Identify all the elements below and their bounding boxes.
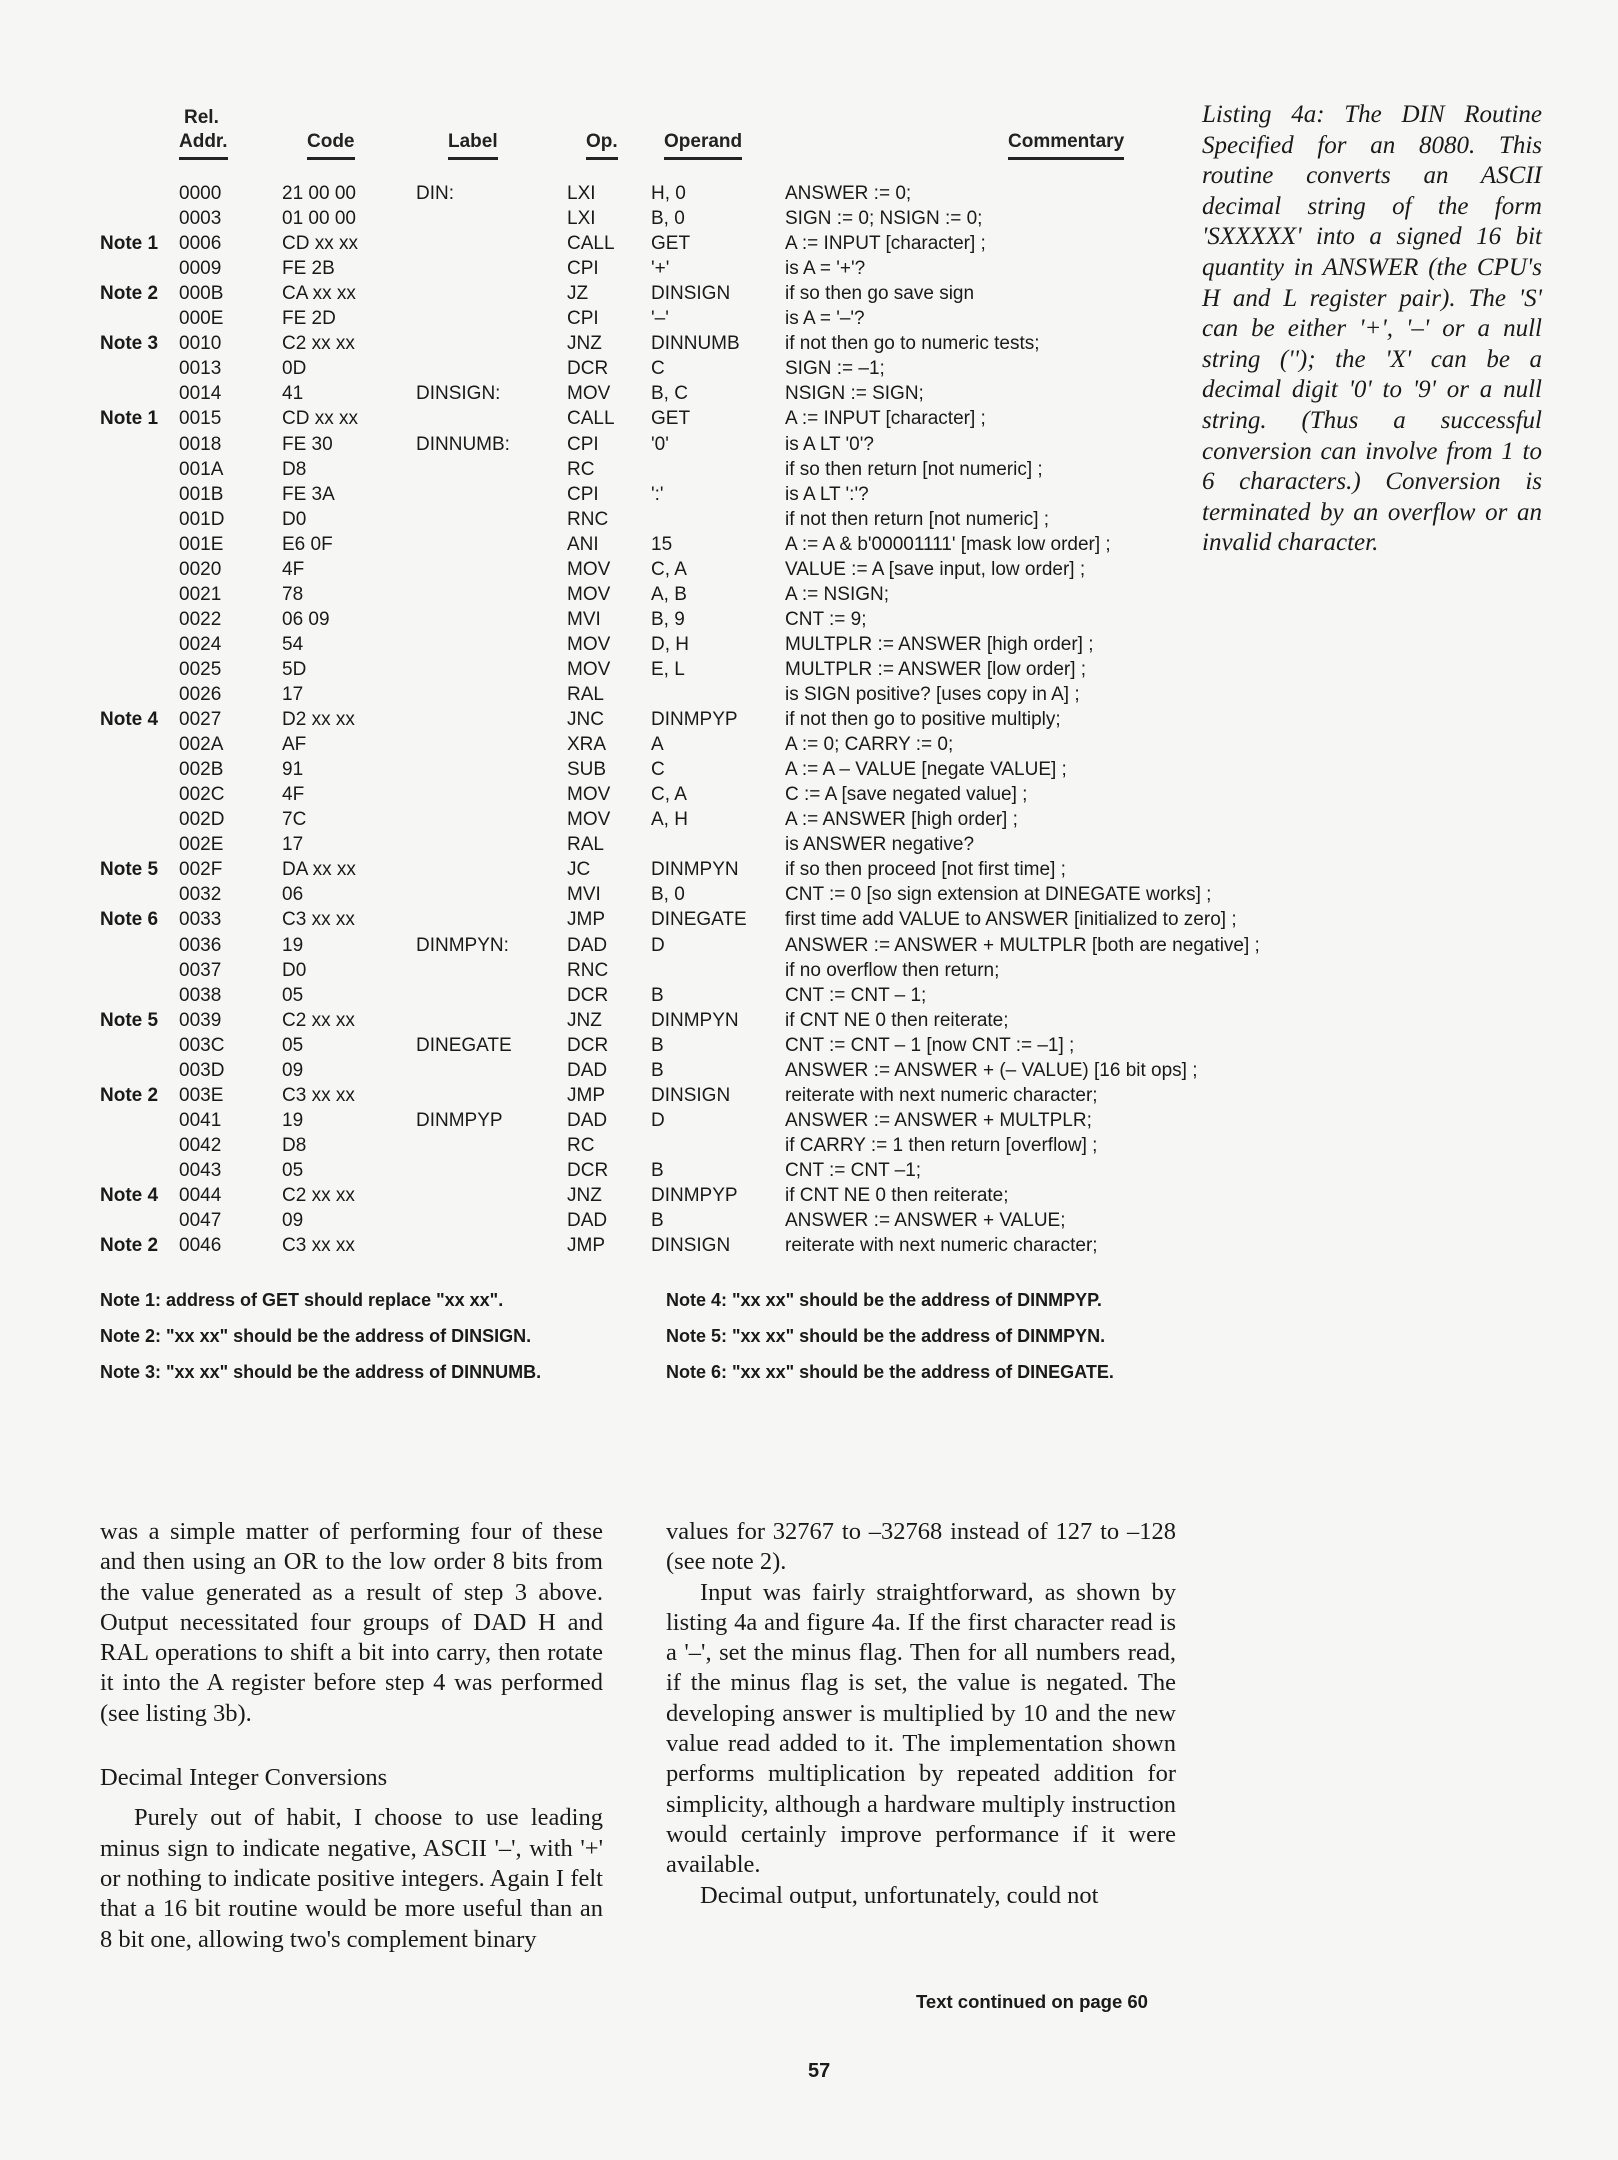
rel-addr: 0038	[179, 984, 222, 1006]
machine-code: C2 xx xx	[282, 333, 355, 355]
machine-code: 41	[282, 383, 304, 405]
note-5: Note 5: "xx xx" should be the address of DINMPYN.	[666, 1326, 1106, 1346]
opcode: JMP	[567, 1084, 605, 1106]
opcode: DCR	[567, 984, 609, 1006]
rel-addr: 0039	[179, 1009, 222, 1031]
commentary: reiterate with next numeric character;	[785, 1235, 1098, 1257]
commentary: A := A – VALUE [negate VALUE] ;	[785, 759, 1067, 781]
machine-code: 06 09	[282, 608, 330, 630]
body-paragraph: Input was fairly straightforward, as shown by listing 4a and figure 4a. If the first character read is a '–', set the minus flag. Then for all numbers read, if the minus flag is set, the value is negated. The developing answer is multiplied by 10 and the new value read added to it. The implementation shown performs multiplication by repeated addition for simplicity, although a hardware multiply instruction would certainly improve performance if it were available.	[666, 1578, 1176, 1879]
listing-row	[0, 782, 1618, 807]
commentary: CNT := 9;	[785, 608, 867, 630]
opcode: MOV	[567, 383, 611, 405]
operand: GET	[651, 408, 691, 430]
machine-code: 09	[282, 1059, 304, 1081]
opcode: JMP	[567, 1235, 605, 1257]
operand: DINMPYN	[651, 859, 739, 881]
header-operand: Operand	[664, 131, 742, 160]
asm-label: DINEGATE	[416, 1034, 512, 1056]
body-paragraph: Decimal output, unfortunately, could not	[700, 1881, 1099, 1909]
listing-row	[0, 958, 1618, 983]
opcode: JNZ	[567, 333, 602, 355]
machine-code: 0D	[282, 358, 307, 380]
rel-addr: 0022	[179, 608, 222, 630]
machine-code: E6 0F	[282, 533, 333, 555]
commentary: A := A & b'00001111' [mask low order] ;	[785, 533, 1111, 555]
rel-addr: 002B	[179, 759, 224, 781]
operand: B, 9	[651, 608, 685, 630]
asm-label: DIN:	[416, 183, 454, 204]
opcode: SUB	[567, 759, 607, 781]
rel-addr: 0014	[179, 383, 222, 405]
note-label: Note 1	[100, 408, 159, 430]
header-label: Label	[448, 131, 498, 160]
opcode: DAD	[567, 1059, 608, 1081]
operand: B	[651, 1159, 664, 1181]
asm-label: DINNUMB:	[416, 433, 510, 455]
rel-addr: 0000	[179, 183, 222, 204]
commentary: if not then go to positive multiply;	[785, 709, 1061, 731]
opcode: JMP	[567, 909, 605, 931]
machine-code: 91	[282, 759, 304, 781]
rel-addr: 0032	[179, 884, 222, 906]
commentary: CNT := CNT – 1 [now CNT := –1] ;	[785, 1034, 1075, 1056]
note-label: Note 2	[100, 283, 159, 305]
operand: A	[651, 734, 664, 756]
operand: DINMPYN	[651, 1009, 739, 1031]
rel-addr: 002C	[179, 784, 225, 806]
machine-code: 54	[282, 633, 304, 655]
listing-row	[0, 1133, 1618, 1158]
rel-addr: 003E	[179, 1084, 224, 1106]
machine-code: 05	[282, 984, 304, 1006]
opcode: RAL	[567, 684, 604, 705]
commentary: A := 0; CARRY := 0;	[785, 734, 954, 756]
machine-code: D0	[282, 508, 307, 530]
machine-code: C2 xx xx	[282, 1185, 355, 1206]
rel-addr: 0013	[179, 358, 222, 380]
body-paragraph: values for 32767 to –32768 instead of 127 to –128 (see note 2).	[666, 1518, 1176, 1576]
machine-code: 4F	[282, 784, 305, 806]
rel-addr: 0003	[179, 208, 222, 230]
machine-code: C3 xx xx	[282, 909, 355, 931]
commentary: ANSWER := ANSWER + VALUE;	[785, 1210, 1066, 1232]
commentary: if CNT NE 0 then reiterate;	[785, 1185, 1009, 1206]
machine-code: C2 xx xx	[282, 1009, 355, 1031]
operand: B, 0	[651, 884, 685, 906]
rel-addr: 0044	[179, 1185, 222, 1206]
opcode: CPI	[567, 308, 599, 330]
commentary: A := ANSWER [high order] ;	[785, 809, 1018, 831]
rel-addr: 001B	[179, 483, 224, 505]
commentary: is ANSWER negative?	[785, 834, 975, 856]
operand: '–'	[651, 308, 669, 330]
commentary: is A LT '0'?	[785, 433, 874, 455]
listing-row	[0, 1158, 1618, 1183]
machine-code: CD xx xx	[282, 408, 358, 430]
opcode: DAD	[567, 1210, 608, 1232]
commentary: is A = '–'?	[785, 308, 865, 330]
commentary: A := NSIGN;	[785, 583, 890, 605]
listing-row	[0, 1083, 1618, 1108]
listing-row	[0, 632, 1618, 657]
rel-addr: 0006	[179, 233, 222, 255]
commentary: reiterate with next numeric character;	[785, 1084, 1098, 1106]
machine-code: 09	[282, 1210, 304, 1232]
opcode: DCR	[567, 1159, 609, 1181]
listing-row	[0, 857, 1618, 882]
note-label: Note 4	[100, 709, 159, 731]
operand: C, A	[651, 558, 687, 580]
rel-addr: 0021	[179, 583, 222, 605]
commentary: C := A [save negated value] ;	[785, 784, 1028, 806]
operand: DINEGATE	[651, 909, 747, 931]
listing-row	[0, 707, 1618, 732]
opcode: CALL	[567, 408, 615, 430]
rel-addr: 0037	[179, 959, 222, 981]
listing-caption: Listing 4a: The DIN Routine Specified for an 8080. This routine converts an ASCII decimal string of the form 'SXXXXX' into a signed 16 bit quantity in ANSWER (the CPU's H and L register pair). The 'S' can be either '+', '–' or a null string (''); the 'X' can be a decimal digit '0' to '9' or a null string. (Thus a successful conversion can involve from 1 to 6 characters.) Conversion is terminated by an overflow or an invalid character.	[1202, 101, 1542, 557]
listing-row	[0, 983, 1618, 1008]
machine-code: CA xx xx	[282, 283, 356, 305]
rel-addr: 001A	[179, 458, 224, 480]
machine-code: D2 xx xx	[282, 709, 355, 731]
note-label: Note 3	[100, 333, 159, 355]
commentary: is A = '+'?	[785, 258, 866, 280]
operand: C	[651, 759, 665, 781]
operand: DINSIGN	[651, 1235, 731, 1257]
page-number: 57	[808, 2060, 831, 2082]
opcode: JNZ	[567, 1185, 602, 1206]
note-label: Note 5	[100, 859, 159, 881]
header-op: Op.	[586, 131, 618, 160]
operand: DINSIGN	[651, 1084, 731, 1106]
opcode: DAD	[567, 1109, 608, 1131]
asm-label: DINMPYN:	[416, 934, 509, 956]
opcode: RC	[567, 1134, 595, 1156]
operand: '0'	[651, 433, 669, 455]
machine-code: 19	[282, 934, 304, 956]
opcode: JZ	[567, 283, 589, 305]
commentary: SIGN := –1;	[785, 358, 885, 380]
opcode: RC	[567, 458, 595, 480]
opcode: MOV	[567, 658, 611, 680]
rel-addr: 0042	[179, 1134, 222, 1156]
listing-row	[0, 832, 1618, 857]
commentary: is SIGN positive? [uses copy in A] ;	[785, 684, 1080, 705]
machine-code: D8	[282, 458, 307, 480]
listing-row	[0, 882, 1618, 907]
machine-code: FE 30	[282, 433, 333, 455]
commentary: if so then go save sign	[785, 283, 975, 305]
opcode: RNC	[567, 959, 609, 981]
rel-addr: 0033	[179, 909, 222, 931]
opcode: MOV	[567, 558, 611, 580]
opcode: JNC	[567, 709, 604, 731]
operand: D	[651, 934, 665, 956]
commentary: if CARRY := 1 then return [overflow] ;	[785, 1134, 1098, 1156]
rel-addr: 0027	[179, 709, 222, 731]
note-3: Note 3: "xx xx" should be the address of DINNUMB.	[100, 1362, 542, 1382]
machine-code: 05	[282, 1159, 304, 1181]
operand: GET	[651, 233, 691, 255]
rel-addr: 0041	[179, 1109, 222, 1131]
commentary: A := INPUT [character] ;	[785, 408, 986, 430]
rel-addr: 000B	[179, 283, 224, 305]
opcode: RNC	[567, 508, 609, 530]
operand: A, H	[651, 809, 688, 831]
commentary: first time add VALUE to ANSWER [initialized to zero] ;	[785, 909, 1237, 931]
rel-addr: 0025	[179, 658, 222, 680]
commentary: is A LT ':'?	[785, 483, 869, 505]
listing-row	[0, 1183, 1618, 1208]
machine-code: FE 2B	[282, 258, 335, 280]
opcode: MVI	[567, 608, 601, 630]
rel-addr: 0009	[179, 258, 222, 280]
machine-code: 7C	[282, 809, 307, 831]
opcode: DAD	[567, 934, 608, 956]
note-6: Note 6: "xx xx" should be the address of DINEGATE.	[666, 1362, 1114, 1382]
machine-code: 5D	[282, 658, 307, 680]
listing-row	[0, 1208, 1618, 1233]
opcode: MOV	[567, 583, 611, 605]
listing-row	[0, 1233, 1618, 1258]
rel-addr: 0047	[179, 1210, 222, 1232]
body-left-column	[100, 1517, 603, 1955]
header-addr: Addr.	[179, 131, 228, 160]
listing-row	[0, 1033, 1618, 1058]
commentary: CNT := CNT – 1;	[785, 984, 927, 1006]
commentary: if so then proceed [not first time] ;	[785, 859, 1066, 881]
rel-addr: 0010	[179, 333, 222, 355]
operand: B, C	[651, 383, 688, 405]
commentary: MULTPLR := ANSWER [low order] ;	[785, 658, 1087, 680]
body-right-column	[666, 1517, 1176, 1911]
operand: A, B	[651, 583, 687, 605]
machine-code: 05	[282, 1034, 304, 1056]
machine-code: D8	[282, 1134, 307, 1156]
body-paragraph: Purely out of habit, I choose to use leading minus sign to indicate negative, ASCII '–', with '+' or nothing to indicate positive integers. Again I felt that a 16 bit routine would be more useful than an 8 bit one, allowing two's complement binary	[100, 1804, 603, 1953]
opcode: MOV	[567, 784, 611, 806]
opcode: RAL	[567, 834, 604, 856]
commentary: VALUE := A [save input, low order] ;	[785, 558, 1086, 580]
opcode: MVI	[567, 884, 601, 906]
machine-code: 01 00 00	[282, 208, 356, 230]
header-commentary: Commentary	[1008, 131, 1124, 160]
machine-code: D0	[282, 959, 307, 981]
operand: B	[651, 1034, 664, 1056]
listing-row	[0, 682, 1618, 707]
commentary: MULTPLR := ANSWER [high order] ;	[785, 633, 1094, 655]
commentary: ANSWER := ANSWER + MULTPLR [both are negative] ;	[785, 934, 1260, 956]
opcode: CALL	[567, 233, 615, 255]
commentary: CNT := 0 [so sign extension at DINEGATE works] ;	[785, 884, 1212, 906]
listing-row	[0, 1058, 1618, 1083]
operand: '+'	[651, 258, 670, 280]
rel-addr: 002A	[179, 734, 224, 756]
machine-code: 19	[282, 1109, 304, 1131]
operand: B	[651, 984, 664, 1006]
listing-row	[0, 607, 1618, 632]
operand: B	[651, 1059, 664, 1081]
machine-code: 17	[282, 834, 304, 856]
note-4: Note 4: "xx xx" should be the address of DINMPYP.	[666, 1290, 1102, 1310]
commentary: ANSWER := ANSWER + (– VALUE) [16 bit ops] ;	[785, 1059, 1198, 1081]
rel-addr: 0018	[179, 433, 222, 455]
commentary: SIGN := 0; NSIGN := 0;	[785, 208, 983, 230]
commentary: if CNT NE 0 then reiterate;	[785, 1009, 1009, 1031]
machine-code: FE 3A	[282, 483, 335, 505]
commentary: ANSWER := 0;	[785, 183, 912, 204]
opcode: XRA	[567, 734, 607, 756]
listing-row	[0, 933, 1618, 958]
rel-addr: 000E	[179, 308, 224, 330]
opcode: JC	[567, 859, 591, 881]
body-paragraph: was a simple matter of performing four of these and then using an OR to the low order 8 bits from the value generated as a result of step 3 above. Output necessitated four groups of DAD H and RAL operations to shift a bit into carry, then rotate it into the A register before step 4 was performed (see listing 3b).	[100, 1518, 603, 1727]
machine-code: C3 xx xx	[282, 1235, 355, 1257]
asm-label: DINSIGN:	[416, 383, 501, 405]
commentary: ANSWER := ANSWER + MULTPLR;	[785, 1109, 1092, 1131]
machine-code: DA xx xx	[282, 859, 356, 881]
listing-row	[0, 732, 1618, 757]
listing-row	[0, 557, 1618, 582]
operand: DINMPYP	[651, 1185, 738, 1206]
operand: C	[651, 358, 665, 380]
rel-addr: 003D	[179, 1059, 225, 1081]
commentary: if not then return [not numeric] ;	[785, 508, 1050, 530]
machine-code: C3 xx xx	[282, 1084, 355, 1106]
rel-addr: 0043	[179, 1159, 222, 1181]
rel-addr: 002F	[179, 859, 223, 881]
machine-code: 78	[282, 583, 304, 605]
opcode: CPI	[567, 258, 599, 280]
operand: 15	[651, 533, 673, 555]
listing-row	[0, 1008, 1618, 1033]
rel-addr: 0026	[179, 684, 222, 705]
opcode: MOV	[567, 633, 611, 655]
commentary: if not then go to numeric tests;	[785, 333, 1040, 355]
operand: DINMPYP	[651, 709, 738, 731]
operand: B	[651, 1210, 664, 1232]
rel-addr: 002D	[179, 809, 225, 831]
operand: D, H	[651, 633, 689, 655]
operand: DINNUMB	[651, 333, 740, 355]
note-label: Note 1	[100, 233, 159, 255]
listing-row	[0, 807, 1618, 832]
note-1: Note 1: address of GET should replace "xx xx".	[100, 1290, 504, 1310]
rel-addr: 0015	[179, 408, 222, 430]
opcode: LXI	[567, 208, 596, 230]
commentary: if so then return [not numeric] ;	[785, 458, 1043, 480]
operand: ':'	[651, 483, 664, 505]
machine-code: 4F	[282, 558, 305, 580]
listing-row	[0, 582, 1618, 607]
opcode: JNZ	[567, 1009, 602, 1031]
asm-label: DINMPYP	[416, 1109, 503, 1131]
opcode: DCR	[567, 358, 609, 380]
opcode: DCR	[567, 1034, 609, 1056]
rel-addr: 001D	[179, 508, 225, 530]
operand: D	[651, 1109, 665, 1131]
header-code: Code	[307, 131, 355, 160]
listing-row	[0, 1108, 1618, 1133]
commentary: CNT := CNT –1;	[785, 1159, 922, 1181]
listing-row	[0, 907, 1618, 932]
note-label: Note 5	[100, 1009, 159, 1031]
opcode: ANI	[567, 533, 599, 555]
opcode: CPI	[567, 483, 599, 505]
rel-addr: 002E	[179, 834, 224, 856]
header-rel: Rel.	[184, 107, 219, 128]
rel-addr: 003C	[179, 1034, 225, 1056]
machine-code: 06	[282, 884, 304, 906]
opcode: LXI	[567, 183, 596, 204]
rel-addr: 0046	[179, 1235, 222, 1257]
listing-row	[0, 757, 1618, 782]
listing-row	[0, 657, 1618, 682]
machine-code: FE 2D	[282, 308, 336, 330]
opcode: CPI	[567, 433, 599, 455]
commentary: NSIGN := SIGN;	[785, 383, 924, 405]
machine-code: 17	[282, 684, 304, 705]
opcode: MOV	[567, 809, 611, 831]
operand: C, A	[651, 784, 687, 806]
rel-addr: 0036	[179, 934, 222, 956]
rel-addr: 0020	[179, 558, 222, 580]
note-2: Note 2: "xx xx" should be the address of DINSIGN.	[100, 1326, 532, 1346]
machine-code: 21 00 00	[282, 183, 356, 204]
continued-note: Text continued on page 60	[916, 1991, 1148, 2012]
operand: E, L	[651, 658, 685, 680]
operand: H, 0	[651, 183, 686, 204]
section-heading: Decimal Integer Conversions	[100, 1764, 388, 1792]
note-label: Note 2	[100, 1235, 159, 1257]
commentary: if no overflow then return;	[785, 959, 1000, 981]
rel-addr: 0024	[179, 633, 222, 655]
machine-code: AF	[282, 734, 307, 756]
rel-addr: 001E	[179, 533, 224, 555]
note-label: Note 6	[100, 909, 159, 931]
operand: B, 0	[651, 208, 685, 230]
note-label: Note 2	[100, 1084, 159, 1106]
operand: DINSIGN	[651, 283, 731, 305]
commentary: A := INPUT [character] ;	[785, 233, 986, 255]
note-label: Note 4	[100, 1185, 159, 1206]
machine-code: CD xx xx	[282, 233, 358, 255]
